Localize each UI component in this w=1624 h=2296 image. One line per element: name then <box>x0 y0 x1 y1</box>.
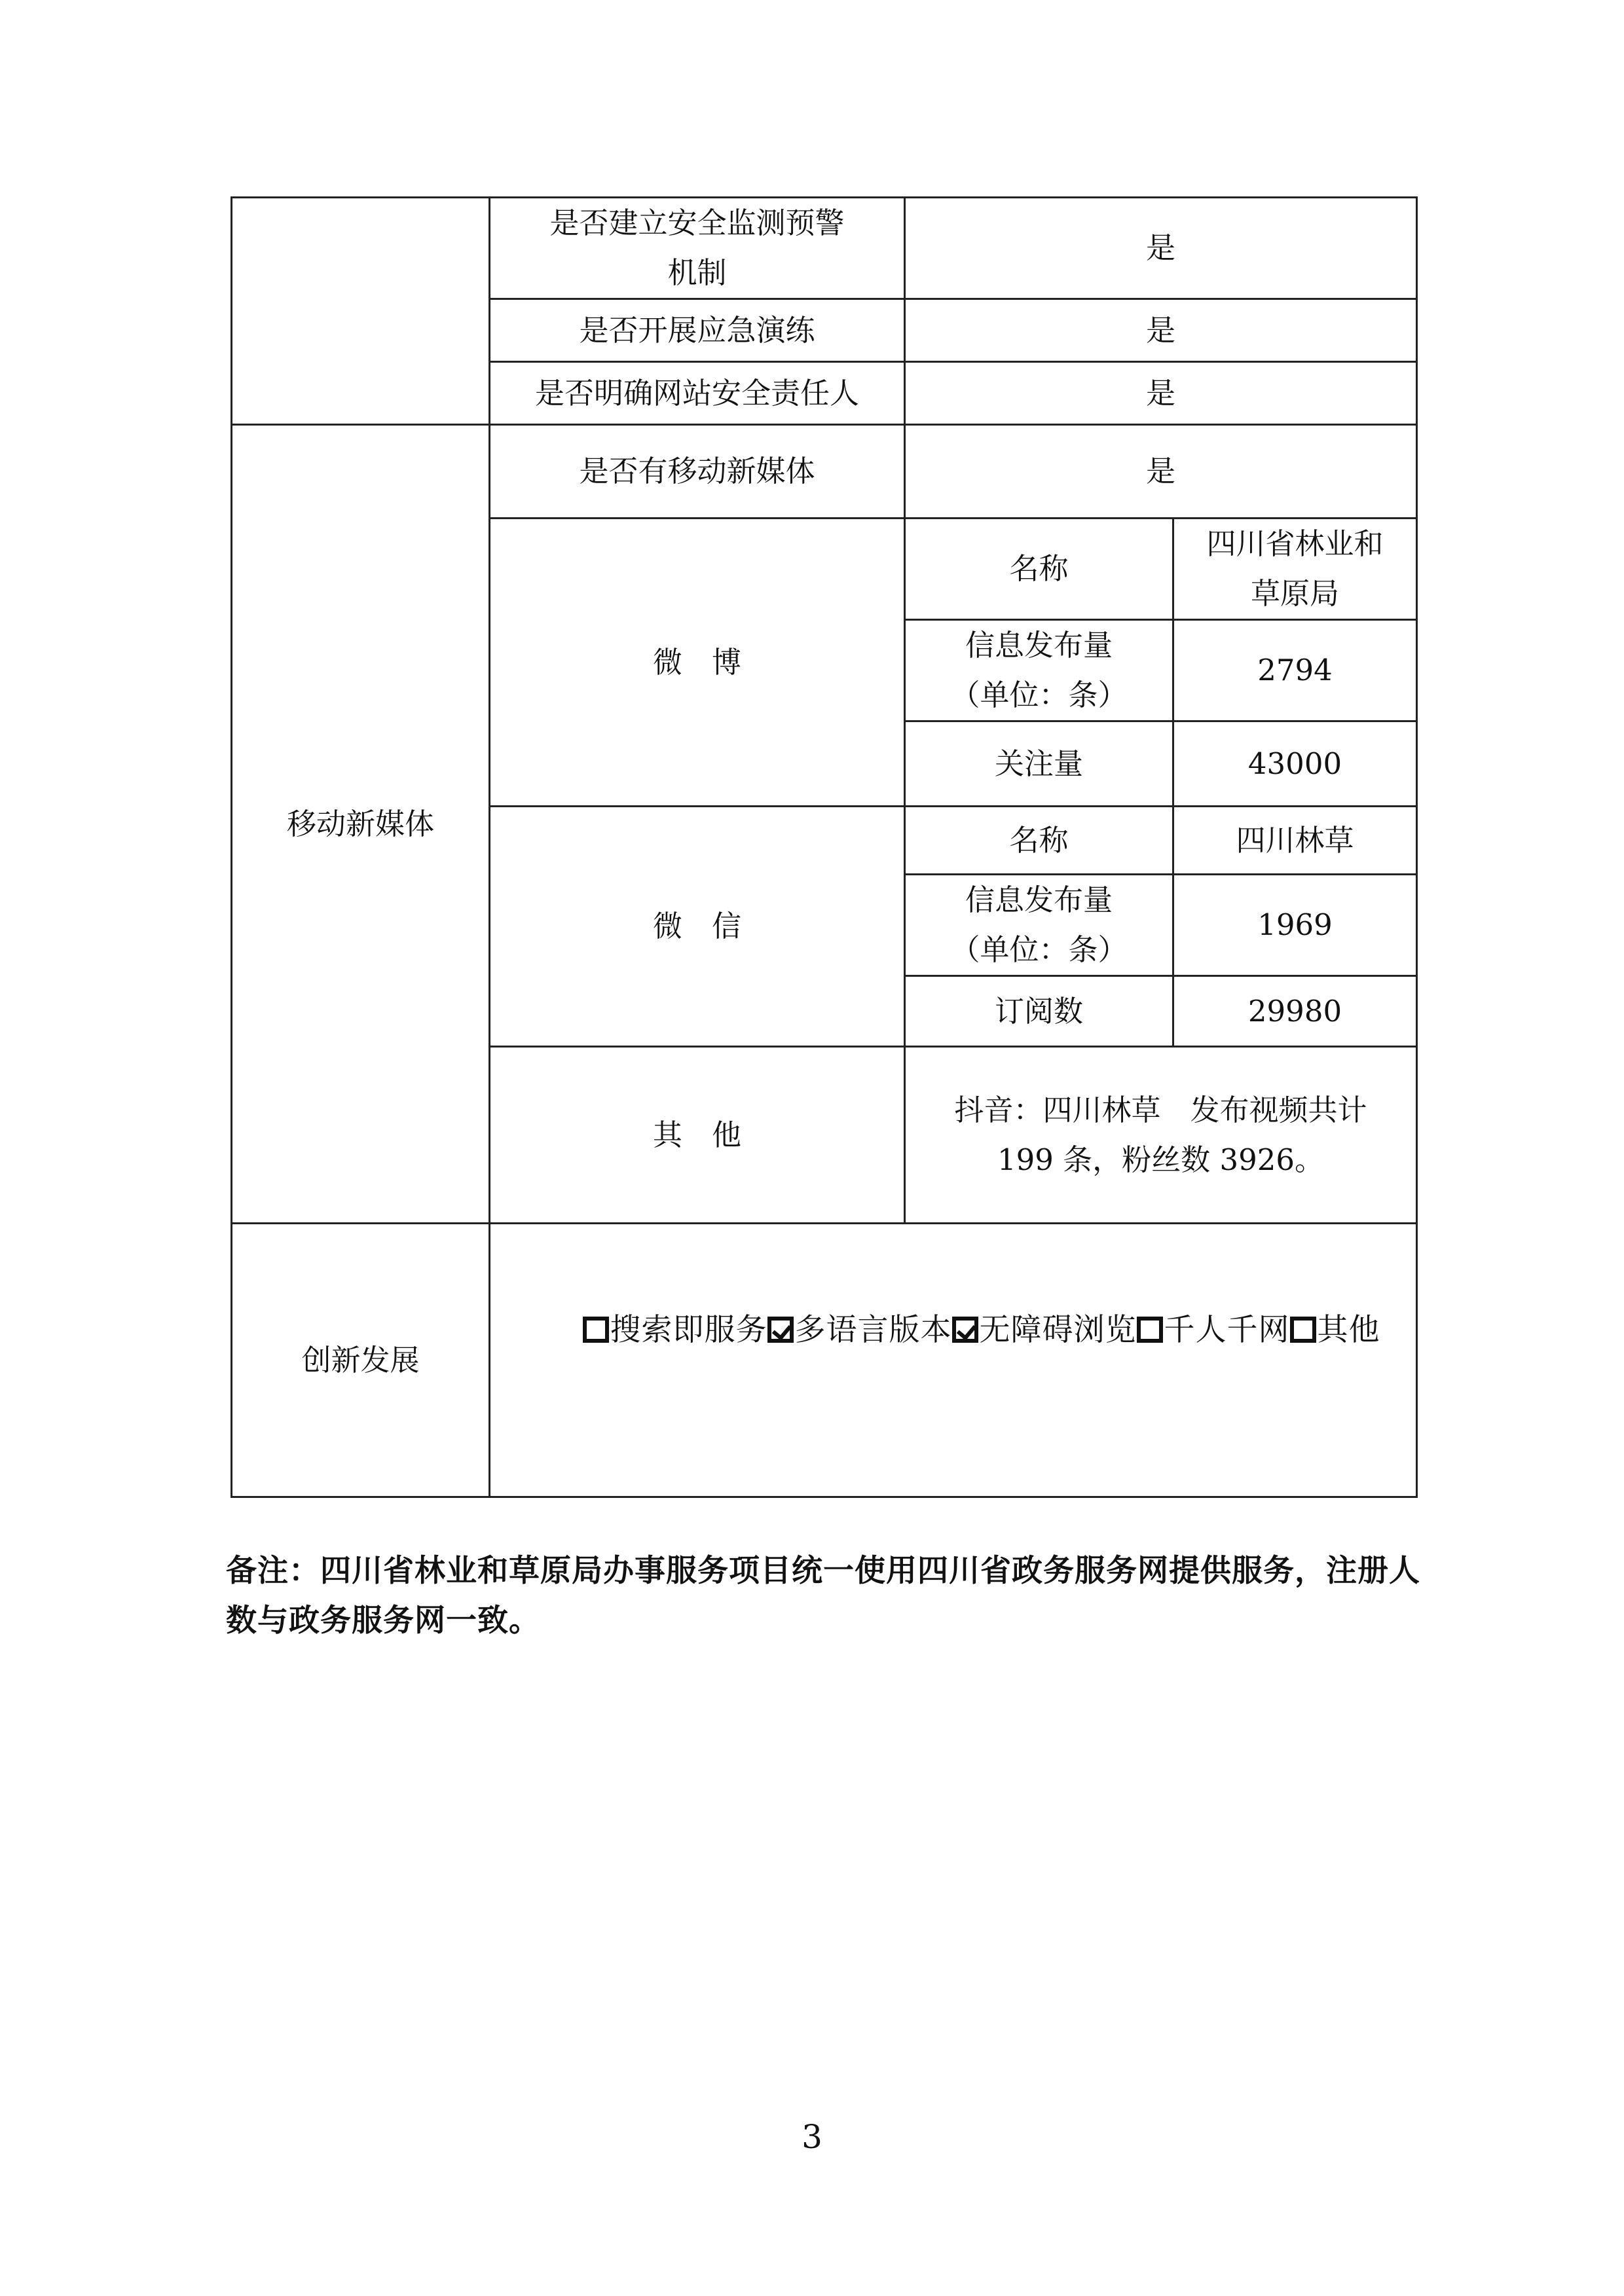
checkbox-personalized[interactable] <box>1137 1317 1163 1343</box>
has-media-label: 是否有移动新媒体 <box>490 425 905 519</box>
table-row <box>232 425 1417 519</box>
monitoring-warning-label-line1: 是否建立安全监测预警 <box>549 206 845 240</box>
innovation-options-cell <box>490 1224 1417 1497</box>
weibo-name-label: 名称 <box>905 519 1173 620</box>
weibo-posts-value: 2794 <box>1173 620 1417 721</box>
other-media-label: 其 他 <box>490 1047 905 1224</box>
monitoring-warning-label <box>490 198 905 299</box>
media-section-label: 移动新媒体 <box>232 425 490 1224</box>
weixin-name-label: 名称 <box>905 807 1173 875</box>
weixin-name-value: 四川林草 <box>1173 807 1417 875</box>
weibo-name-value <box>1173 519 1417 620</box>
option-search-service-label: 搜索即服务 <box>610 1312 767 1348</box>
other-media-value <box>905 1047 1417 1224</box>
security-section-label-cell <box>232 198 490 425</box>
weixin-posts-label-line1: 信息发布量 <box>965 883 1113 917</box>
other-media-line1: 抖音：四川林草 发布视频共计 <box>954 1092 1367 1127</box>
security-owner-value: 是 <box>905 362 1417 425</box>
checkbox-other[interactable] <box>1290 1317 1316 1343</box>
option-multilingual-label: 多语言版本 <box>794 1312 952 1348</box>
weixin-subscribers-value: 29980 <box>1173 976 1417 1047</box>
weixin-subscribers-label: 订阅数 <box>905 976 1173 1047</box>
security-owner-label: 是否明确网站安全责任人 <box>490 362 905 425</box>
innovation-label: 创新发展 <box>232 1224 490 1497</box>
option-personalized-label: 千人千网 <box>1164 1312 1290 1348</box>
weibo-followers-label: 关注量 <box>905 721 1173 807</box>
weibo-name-line1: 四川省林业和 <box>1206 526 1384 561</box>
weixin-label: 微 信 <box>490 807 905 1047</box>
checkbox-search-service[interactable] <box>583 1317 609 1343</box>
remark-note: 备注：四川省林业和草原局办事服务项目统一使用四川省政务服务网提供服务，注册人数与政务服务网一致。 <box>226 1553 1420 1639</box>
weibo-posts-label <box>905 620 1173 721</box>
weibo-name-line2: 草原局 <box>1251 576 1340 611</box>
weibo-posts-label-line1: 信息发布量 <box>965 628 1113 663</box>
option-accessibility-label: 无障碍浏览 <box>979 1312 1137 1348</box>
weixin-posts-label <box>905 875 1173 976</box>
checkbox-multilingual[interactable] <box>767 1317 794 1343</box>
monitoring-warning-value: 是 <box>905 198 1417 299</box>
table-row <box>232 198 1417 299</box>
weibo-posts-label-line2: （单位：条） <box>950 678 1128 712</box>
innovation-options <box>583 1305 1380 1355</box>
weibo-followers-value: 43000 <box>1173 721 1417 807</box>
checkbox-accessibility[interactable] <box>952 1317 978 1343</box>
table-row <box>232 1224 1417 1497</box>
emergency-drill-label: 是否开展应急演练 <box>490 299 905 362</box>
has-media-value: 是 <box>905 425 1417 519</box>
emergency-drill-value: 是 <box>905 299 1417 362</box>
weixin-posts-label-line2: （单位：条） <box>950 932 1128 967</box>
option-other-label: 其他 <box>1317 1312 1380 1348</box>
weixin-posts-value: 1969 <box>1173 875 1417 976</box>
other-media-line2: 199 条，粉丝数 3926。 <box>997 1142 1325 1177</box>
report-table <box>231 196 1418 1498</box>
page-number: 3 <box>802 2118 822 2156</box>
monitoring-warning-label-line2: 机制 <box>667 255 727 290</box>
weibo-label: 微 博 <box>490 519 905 807</box>
